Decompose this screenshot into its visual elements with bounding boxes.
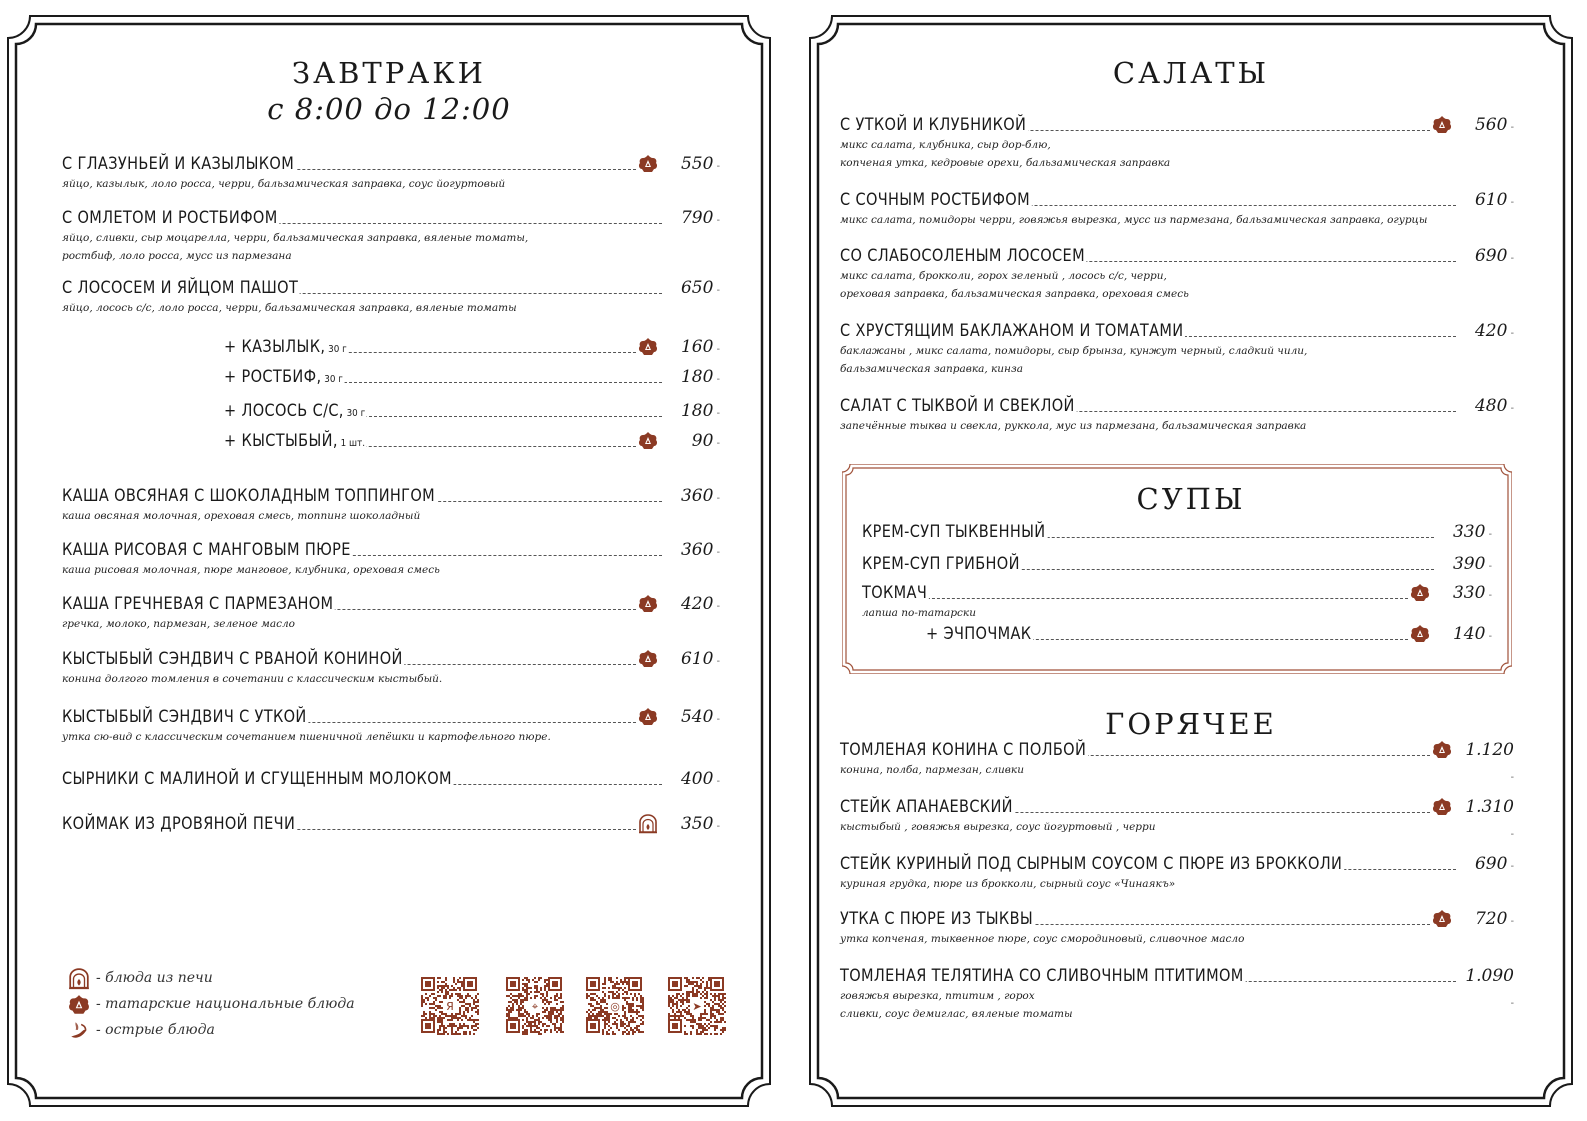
svg-text:◎: ◎ xyxy=(610,1000,620,1014)
menu-item-price: 1.120 - xyxy=(1460,739,1514,789)
menu-item-name-text: С ГЛАЗУНЬЕЙ И КАЗЫЛЫКОМ xyxy=(62,154,295,173)
menu-item-row xyxy=(862,521,1492,543)
menu-item-name-text: КОЙМАК ИЗ ДРОВЯНОЙ ПЕЧИ xyxy=(62,814,296,833)
dotted-leader xyxy=(922,598,1408,599)
menu-item-row xyxy=(224,400,720,422)
menu-item-price: 420 - xyxy=(1460,320,1514,345)
menu-item-price: 180 - xyxy=(666,400,720,425)
menu-item xyxy=(62,593,720,633)
menu-item-description: копченая утка, кедровые орехи, бальзамическая заправка xyxy=(840,157,1171,169)
menu-item-price: 360 - xyxy=(666,485,720,510)
menu-item-name-text: С ОМЛЕТОМ И РОСТБИФОМ xyxy=(62,208,278,227)
menu-item-name xyxy=(62,813,297,835)
svg-text:⌖: ⌖ xyxy=(531,1000,539,1014)
menu-item-description: утка сю-вид с классическим сочетанием пшеничной лепёшки и картофельного пюре. xyxy=(62,731,551,743)
menu-item-description: каша овсяная молочная, ореховая смесь, топпинг шоколадный xyxy=(62,510,421,522)
menu-item-row xyxy=(840,245,1514,267)
menu-item xyxy=(840,245,1514,303)
menu-item-price: 330 - xyxy=(1438,521,1492,546)
menu-item-name xyxy=(840,796,1015,818)
menu-item-row xyxy=(840,189,1514,211)
tatar-dish-icon xyxy=(68,994,90,1016)
menu-page-salads-soups-hot xyxy=(810,16,1572,1106)
menu-item-row xyxy=(840,965,1514,987)
menu-item xyxy=(840,114,1514,172)
menu-item-name xyxy=(840,739,1088,761)
menu-item-row xyxy=(224,430,720,452)
menu-item-price: 690 - xyxy=(1460,245,1514,270)
menu-item-price: 420 - xyxy=(666,593,720,618)
section-title-soups: СУПЫ xyxy=(1136,482,1246,516)
menu-item-description: яйцо, лосось с/с, лоло росса, черри, бальзамическая заправка, вяленые томаты xyxy=(62,302,517,314)
menu-item-name xyxy=(62,768,454,790)
menu-item xyxy=(224,400,720,422)
menu-item-description: гречка, молоко, пармезан, зеленое масло xyxy=(62,618,296,630)
menu-item-price: 720 - xyxy=(1460,908,1514,933)
menu-item-row xyxy=(62,539,720,561)
menu-item-row xyxy=(62,768,720,790)
spicy-dish-icon xyxy=(68,1020,90,1042)
menu-item-name-text: ТОКМАЧ xyxy=(862,583,928,602)
menu-item-description: каша рисовая молочная, пюре манговое, клубника, ореховая смесь xyxy=(62,564,440,576)
menu-item-name xyxy=(840,965,1245,987)
menu-item-name xyxy=(840,395,1077,417)
menu-item-price: 400 - xyxy=(666,768,720,793)
menu-item-row xyxy=(62,207,720,229)
menu-item-description: яйцо, сливки, сыр моцарелла, черри, бальзамическая заправка, вяленые томаты, xyxy=(62,232,529,244)
menu-item-price: 330 - xyxy=(1438,582,1492,607)
oven-dish-icon xyxy=(68,968,90,990)
menu-item-name-text: ТОМЛЕНАЯ КОНИНА С ПОЛБОЙ xyxy=(840,740,1087,759)
menu-item-row xyxy=(840,395,1514,417)
menu-item-row xyxy=(224,336,720,358)
tatar-dish-icon xyxy=(1432,797,1452,817)
menu-item-name-text: С ЛОСОСЕМ И ЯЙЦОМ ПАШОТ xyxy=(62,278,299,297)
menu-item-price: 550 - xyxy=(666,153,720,178)
menu-item xyxy=(840,189,1514,229)
menu-item-price: 1.090 - xyxy=(1460,965,1514,1015)
menu-item-name xyxy=(62,706,308,728)
menu-item-name xyxy=(62,648,404,670)
menu-item xyxy=(62,485,720,525)
menu-item-weight: 30 г xyxy=(325,344,347,355)
menu-item-price: 1.310 - xyxy=(1460,796,1514,846)
menu-item-name xyxy=(62,539,353,561)
tatar-dish-icon xyxy=(1432,909,1452,929)
menu-item xyxy=(862,521,1492,543)
menu-item-description: микс салата, помидоры черри, говяжья вырезка, мусс из пармезана, бальзамическая заправка, огурцы xyxy=(840,214,1428,226)
menu-item-row xyxy=(62,485,720,507)
menu-item-row xyxy=(62,813,720,835)
svg-text:➤: ➤ xyxy=(692,1000,702,1014)
tatar-dish-icon xyxy=(638,649,658,669)
tatar-dish-icon xyxy=(638,594,658,614)
menu-item-row xyxy=(840,320,1514,342)
menu-item-price: 160 - xyxy=(666,336,720,361)
menu-item-price: 790 - xyxy=(666,207,720,232)
menu-item-name xyxy=(840,114,1028,136)
tatar-dish-icon xyxy=(1432,115,1452,135)
menu-item-price: 360 - xyxy=(666,539,720,564)
menu-item-name xyxy=(926,623,1033,645)
menu-item-description: сливки, соус демиглас, вяленые томаты xyxy=(840,1008,1073,1020)
menu-item-price: 390 - xyxy=(1438,553,1492,578)
menu-item-description: баклажаны , микс салата, помидоры, сыр брынза, кунжут черный, сладкий чили, xyxy=(840,345,1308,357)
tatar-dish-icon xyxy=(638,154,658,174)
menu-item xyxy=(62,207,720,265)
qr-location-icon[interactable] xyxy=(506,977,564,1035)
menu-item xyxy=(926,623,1492,645)
menu-item-description: куриная грудка, пюре из брокколи, сырный соус «Чинаякъ» xyxy=(840,878,1176,890)
menu-item-price: 560 - xyxy=(1460,114,1514,139)
menu-item-description: утка копченая, тыквенное пюре, соус смородиновый, сливочное масло xyxy=(840,933,1245,945)
menu-item-name-text: СТЕЙК КУРИНЫЙ ПОД СЫРНЫМ СОУСОМ С ПЮРЕ ИЗ БРОККОЛИ xyxy=(840,854,1343,873)
menu-item-row xyxy=(62,153,720,175)
tatar-dish-icon xyxy=(638,431,658,451)
menu-item-description: конина, полба, пармезан, сливки xyxy=(840,764,1024,776)
menu-item-price: 350 - xyxy=(666,813,720,838)
menu-item-description: запечённые тыква и свекла, руккола, мус из пармезана, бальзамическая заправка xyxy=(840,420,1307,432)
menu-item-name-text: САЛАТ С ТЫКВОЙ И СВЕКЛОЙ xyxy=(840,396,1075,415)
menu-item xyxy=(840,320,1514,378)
menu-item-price: 140 - xyxy=(1438,623,1492,648)
tatar-dish-icon xyxy=(1410,583,1430,603)
legend-label: - острые блюда xyxy=(96,1022,215,1038)
menu-item-description: лапша по-татарски xyxy=(862,607,976,619)
menu-item-price: 180 - xyxy=(666,366,720,391)
menu-item-description: кыстыбый , говяжья вырезка, соус йогуртовый , черри xyxy=(840,821,1156,833)
menu-item-row xyxy=(840,114,1514,136)
menu-item xyxy=(840,908,1514,948)
menu-item-name xyxy=(224,366,345,391)
menu-item-name-text: КРЕМ-СУП ТЫКВЕННЫЙ xyxy=(862,522,1046,541)
menu-item-name xyxy=(62,277,300,299)
qr-instagram-icon[interactable] xyxy=(586,977,644,1035)
qr-telegram-icon[interactable] xyxy=(668,977,726,1035)
menu-item-description: ореховая заправка, бальзамическая заправка, ореховая смесь xyxy=(840,288,1189,300)
menu-item-name xyxy=(224,430,367,455)
menu-item-name xyxy=(862,553,1022,575)
menu-item-weight: 1 шт. xyxy=(337,438,366,449)
menu-item-name-text: С УТКОЙ И КЛУБНИКОЙ xyxy=(840,115,1027,134)
menu-item-price: 610 - xyxy=(666,648,720,673)
menu-item-name-text: КАША ОВСЯНАЯ С ШОКОЛАДНЫМ ТОППИНГОМ xyxy=(62,486,436,505)
oven-dish-icon xyxy=(638,814,658,834)
menu-item xyxy=(62,648,720,688)
menu-item xyxy=(224,430,720,452)
menu-item-name xyxy=(62,593,335,615)
menu-item-row xyxy=(840,853,1514,875)
tatar-dish-icon xyxy=(1410,624,1430,644)
menu-item xyxy=(62,813,720,835)
menu-item xyxy=(840,965,1514,1023)
menu-item-name-text: + ЭЧПОЧМАК xyxy=(926,624,1032,643)
menu-item-row xyxy=(840,796,1514,818)
menu-item-name xyxy=(224,336,349,361)
menu-item-name-text: УТКА С ПЮРЕ ИЗ ТЫКВЫ xyxy=(840,909,1034,928)
menu-item-price: 90 - xyxy=(666,430,720,455)
menu-item-name xyxy=(862,582,929,604)
menu-item xyxy=(62,706,720,746)
section-title-breakfast: ЗАВТРАКИ xyxy=(292,56,486,90)
menu-item-weight: 30 г xyxy=(343,408,366,419)
tatar-dish-icon xyxy=(1432,740,1452,760)
menu-item-name xyxy=(862,521,1047,543)
menu-item-name-text: СО СЛАБОСОЛЕНЫМ ЛОСОСЕМ xyxy=(840,246,1085,265)
dotted-leader xyxy=(986,639,1408,640)
menu-item-name-text: КАША РИСОВАЯ С МАНГОВЫМ ПЮРЕ xyxy=(62,540,351,559)
menu-item-name xyxy=(62,153,296,175)
menu-item-name xyxy=(840,908,1035,930)
menu-item-name-text: + КАЗЫЛЫК, xyxy=(224,337,326,356)
menu-item-name-text: КРЕМ-СУП ГРИБНОЙ xyxy=(862,554,1020,573)
menu-item-name xyxy=(840,853,1344,875)
menu-item-description: яйцо, казылык, лоло росса, черри, бальзамическая заправка, соус йогуртовый xyxy=(62,178,506,190)
menu-item-name xyxy=(840,245,1087,267)
section-title-hot: ГОРЯЧЕЕ xyxy=(1105,707,1277,741)
menu-item-description: бальзамическая заправка, кинза xyxy=(840,363,1023,375)
menu-item-description: ростбиф, лоло росса, мусс из пармезана xyxy=(62,250,292,262)
menu-item-name xyxy=(62,207,279,229)
menu-item-name-text: КАША ГРЕЧНЕВАЯ С ПАРМЕЗАНОМ xyxy=(62,594,334,613)
menu-item-name-text: СТЕЙК АПАНАЕВСКИЙ xyxy=(840,797,1013,816)
menu-item xyxy=(862,553,1492,575)
menu-item-name-text: ТОМЛЕНАЯ ТЕЛЯТИНА СО СЛИВОЧНЫМ ПТИТИМОМ xyxy=(840,966,1244,985)
section-title-salads: САЛАТЫ xyxy=(1112,56,1270,90)
menu-item-row xyxy=(840,739,1514,761)
qr-yandex-icon[interactable] xyxy=(421,977,479,1035)
svg-text:Я: Я xyxy=(446,1000,454,1014)
breakfast-hours: с 8:00 до 12:00 xyxy=(267,92,511,126)
menu-item-description: микс салата, брокколи, горох зеленый , лосось с/с, черри, xyxy=(840,270,1167,282)
menu-item-price: 480 - xyxy=(1460,395,1514,420)
menu-item-row xyxy=(224,366,720,388)
menu-item-name-text: + КЫСТЫБЫЙ, xyxy=(224,431,338,450)
menu-item-name-text: С ХРУСТЯЩИМ БАКЛАЖАНОМ И ТОМАТАМИ xyxy=(840,321,1184,340)
menu-item-row xyxy=(862,582,1492,604)
menu-item-weight: 30 г xyxy=(321,374,343,385)
menu-item xyxy=(224,366,720,388)
menu-item-name-text: С СОЧНЫМ РОСТБИФОМ xyxy=(840,190,1030,209)
menu-item-name xyxy=(62,485,437,507)
menu-item-name-text: СЫРНИКИ С МАЛИНОЙ И СГУЩЕННЫМ МОЛОКОМ xyxy=(62,769,452,788)
menu-item-description: конина долгого томления в сочетании с классическим кыстыбый. xyxy=(62,673,443,685)
menu-item-name-text: КЫСТЫБЫЙ СЭНДВИЧ С РВАНОЙ КОНИНОЙ xyxy=(62,649,403,668)
legend-label: - татарские национальные блюда xyxy=(96,996,355,1012)
menu-item-name xyxy=(840,189,1032,211)
legend-label: - блюда из печи xyxy=(96,970,213,986)
menu-item-price: 540 - xyxy=(666,706,720,731)
menu-item xyxy=(62,277,720,317)
menu-item-row xyxy=(62,706,720,728)
menu-item-name-text: + РОСТБИФ, xyxy=(224,367,322,386)
menu-item-row xyxy=(62,593,720,615)
menu-item xyxy=(862,582,1492,622)
menu-item xyxy=(62,768,720,790)
menu-item-price: 610 - xyxy=(1460,189,1514,214)
menu-item-row xyxy=(840,908,1514,930)
menu-page-breakfast xyxy=(8,16,770,1106)
menu-item xyxy=(224,336,720,358)
menu-item xyxy=(840,796,1514,836)
menu-item-name-text: + ЛОСОСЬ С/С, xyxy=(224,401,344,420)
tatar-dish-icon xyxy=(638,707,658,727)
menu-item-row xyxy=(862,553,1492,575)
menu-item-row xyxy=(62,648,720,670)
menu-item xyxy=(840,853,1514,893)
menu-item-name-text: КЫСТЫБЫЙ СЭНДВИЧ С УТКОЙ xyxy=(62,707,307,726)
menu-item-name xyxy=(224,400,367,425)
menu-item-description: микс салата, клубника, сыр дор-блю, xyxy=(840,139,1051,151)
menu-item xyxy=(62,153,720,193)
menu-item xyxy=(62,539,720,579)
menu-item-row xyxy=(62,277,720,299)
tatar-dish-icon xyxy=(638,337,658,357)
menu-item xyxy=(840,395,1514,435)
menu-item xyxy=(840,739,1514,779)
menu-item-description: говяжья вырезка, птитим , горох xyxy=(840,990,1035,1002)
menu-item-price: 690 - xyxy=(1460,853,1514,878)
menu-item-price: 650 - xyxy=(666,277,720,302)
menu-item-name xyxy=(840,320,1185,342)
menu-item-row xyxy=(926,623,1492,645)
